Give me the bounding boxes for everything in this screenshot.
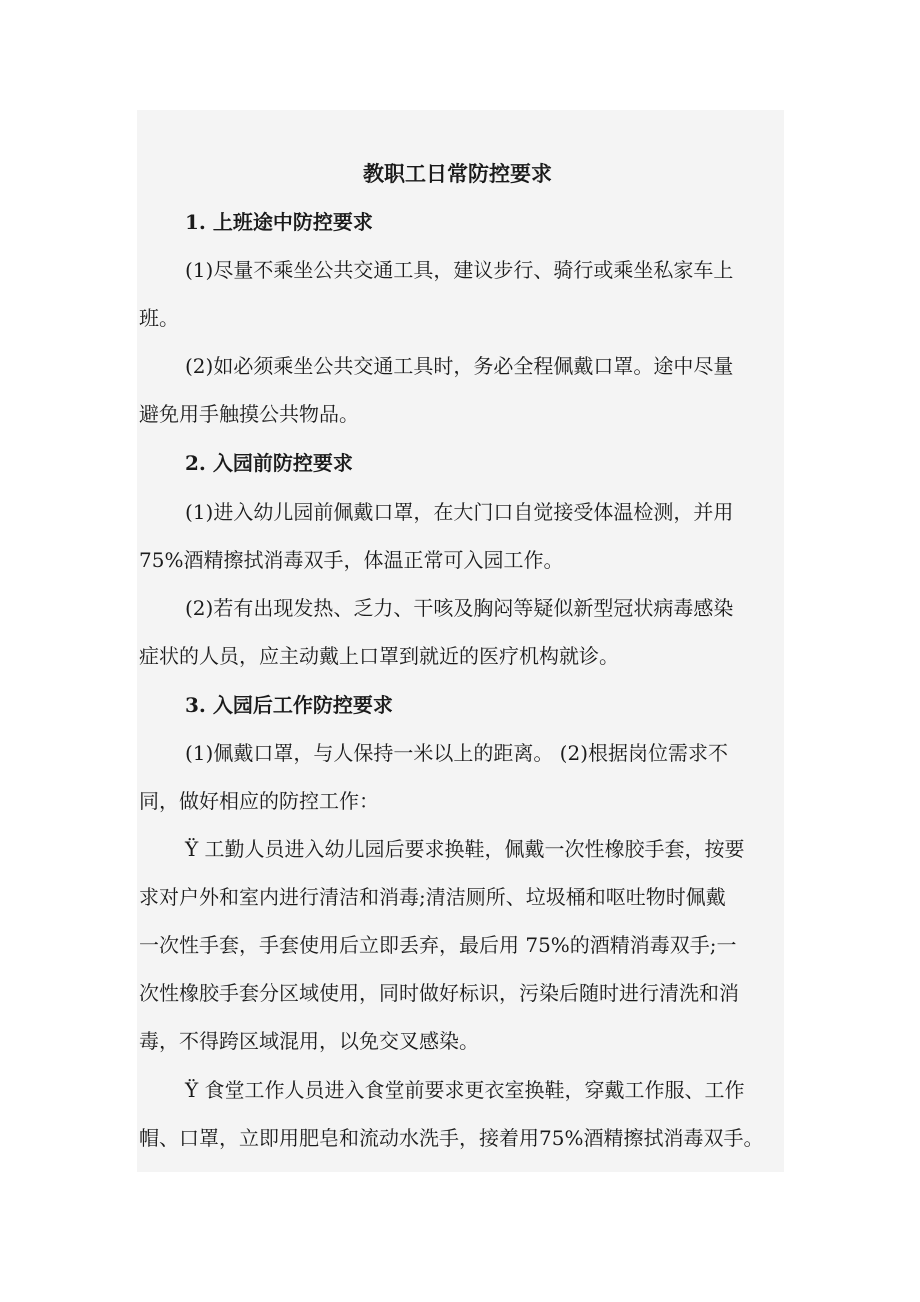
document-title: 教职工日常防控要求	[363, 161, 552, 186]
paragraph-line: 帽、口罩，立即用肥皂和流动水洗手，接着用75%酒精擦拭消毒双手。	[139, 1126, 764, 1150]
section-heading-1: 1. 上班途中防控要求	[185, 210, 373, 234]
document-page	[137, 110, 784, 1172]
document-body	[137, 110, 784, 1172]
paragraph-line: 同，做好相应的防控工作：	[139, 789, 379, 813]
paragraph-line: (1)进入幼儿园前佩戴口罩，在大门口自觉接受体温检测，并用	[185, 500, 734, 524]
paragraph-line: 75%酒精擦拭消毒双手，体温正常可入园工作。	[139, 548, 564, 572]
bullet-paragraph-line: Ÿ 工勤人员进入幼儿园后要求换鞋，佩戴一次性橡胶手套，按要	[185, 837, 745, 861]
paragraph-line: (1)佩戴口罩，与人保持一米以上的距离。 (2)根据岗位需求不	[185, 741, 729, 765]
section-heading-2: 2. 入园前防控要求	[185, 451, 353, 475]
paragraph-line: 毒，不得跨区域混用，以免交叉感染。	[139, 1029, 479, 1053]
section-heading-3: 3. 入园后工作防控要求	[185, 693, 393, 717]
paragraph-line: (2)若有出现发热、乏力、干咳及胸闷等疑似新型冠状病毒感染	[185, 596, 734, 620]
paragraph-line: 求对户外和室内进行清洁和消毒;清洁厕所、垃圾桶和呕吐物时佩戴	[139, 885, 726, 909]
bullet-paragraph-line: Ÿ 食堂工作人员进入食堂前要求更衣室换鞋，穿戴工作服、工作	[185, 1078, 745, 1102]
paragraph-line: 一次性手套，手套使用后立即丢弃，最后用 75%的酒精消毒双手;一	[139, 933, 737, 957]
paragraph-line: 症状的人员，应主动戴上口罩到就近的医疗机构就诊。	[139, 644, 619, 668]
paragraph-line: 避免用手触摸公共物品。	[139, 402, 359, 426]
paragraph-line: (1)尽量不乘坐公共交通工具，建议步行、骑行或乘坐私家车上	[185, 258, 734, 282]
paragraph-line: 班。	[139, 306, 179, 330]
paragraph-line: 次性橡胶手套分区域使用，同时做好标识，污染后随时进行清洗和消	[139, 981, 739, 1005]
paragraph-line: (2)如必须乘坐公共交通工具时，务必全程佩戴口罩。途中尽量	[185, 354, 734, 378]
